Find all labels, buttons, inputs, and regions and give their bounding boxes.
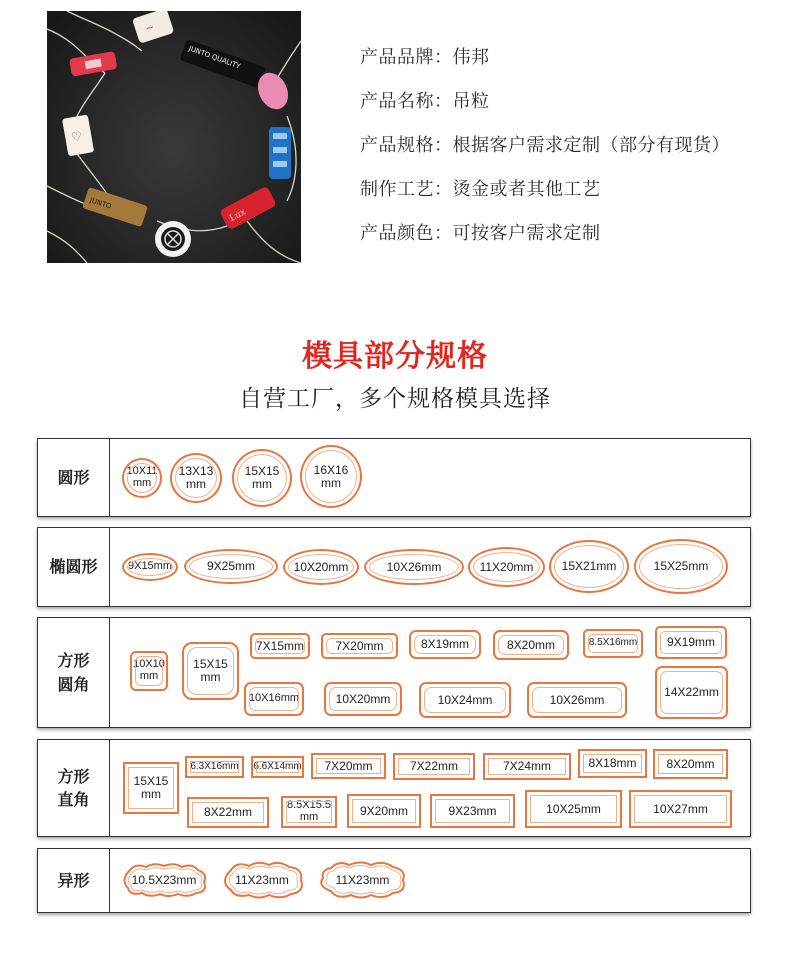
spec-value: 吊粒 xyxy=(452,91,490,112)
mold-row-irregular xyxy=(37,848,751,913)
photo-tag-text-a: JUNTO QUALITY xyxy=(187,44,242,71)
mold-shape: 15X21mm xyxy=(549,540,629,593)
category-label: 椭圆形 xyxy=(38,528,110,606)
mold-shape: 10X26mm xyxy=(364,549,464,585)
mold-shape: 7X22mm xyxy=(393,753,475,780)
spec-label: 产品规格 ： xyxy=(360,135,453,156)
mold-shape: 16X16 mm xyxy=(300,445,362,508)
mold-shape: 10X10 mm xyxy=(130,651,168,691)
mold-shape-label: 11X23mm xyxy=(235,872,289,887)
spec-label: 制作工艺 ： xyxy=(360,179,453,200)
spec-label: 产品品牌 ： xyxy=(360,47,453,68)
mold-shape: 10X16mm xyxy=(244,682,304,716)
mold-shape: 14X22mm xyxy=(655,666,728,719)
mold-shape: 8.5X16mm xyxy=(583,629,643,658)
mold-shape: 15X15 mm xyxy=(232,449,292,507)
mold-shape: 9X15mm xyxy=(122,553,178,581)
mold-shape: 9X23mm xyxy=(430,794,515,828)
product-photo xyxy=(47,11,301,263)
mold-shape: 15X25mm xyxy=(634,539,728,594)
mold-shape: 6.3X16mm xyxy=(185,756,244,778)
mold-shape-label: 11X23mm xyxy=(335,872,390,887)
section-heading: 模具部分规格 xyxy=(302,339,488,374)
svg-text:~: ~ xyxy=(144,21,156,35)
mold-shape: 6.6X14mm xyxy=(251,756,304,778)
mold-shape: 9X19mm xyxy=(655,626,727,659)
mold-shape: 8X20mm xyxy=(653,749,728,779)
spec-label: 产品名称 ： xyxy=(360,91,453,112)
spec-name xyxy=(360,87,490,113)
spec-size xyxy=(360,131,730,157)
mold-shape xyxy=(120,862,208,898)
mold-shape: 9X20mm xyxy=(347,794,421,828)
svg-text:♡: ♡ xyxy=(70,128,84,145)
mold-shape: 10X25mm xyxy=(525,790,622,828)
mold-shape: 7X15mm xyxy=(250,633,310,659)
mold-row-ellipse xyxy=(37,527,751,607)
spec-value: 根据客户需求定制（部分有现货） xyxy=(452,135,730,156)
spec-brand xyxy=(360,43,490,69)
mold-shape: 9X25mm xyxy=(184,549,278,584)
spec-value: 可按客户需求定制 xyxy=(452,223,601,244)
spec-process xyxy=(360,175,601,201)
mold-shape: 10X20mm xyxy=(324,682,402,716)
mold-shape: 10X24mm xyxy=(419,682,511,718)
mold-shape: 10X11 mm xyxy=(122,458,162,498)
mold-shape: 7X24mm xyxy=(483,753,571,780)
category-label: 异形 xyxy=(38,849,110,912)
mold-shape xyxy=(219,860,305,900)
mold-row-square xyxy=(37,739,751,837)
mold-row-rounded-square xyxy=(37,617,751,728)
spec-value: 烫金或者其他工艺 xyxy=(452,179,601,200)
svg-text:JUNTO: JUNTO xyxy=(88,196,113,211)
mold-shape xyxy=(317,860,408,900)
mold-row-round xyxy=(37,438,751,517)
category-label: 方形 圆角 xyxy=(38,618,110,727)
mold-shape: 10X26mm xyxy=(527,682,627,718)
svg-text:Lux: Lux xyxy=(228,207,248,225)
mold-shape: 7X20mm xyxy=(311,753,386,779)
mold-shape: 15X15 mm xyxy=(123,762,179,814)
mold-shape: 8X22mm xyxy=(187,797,269,828)
category-label: 圆形 xyxy=(38,439,110,516)
mold-shape: 8X19mm xyxy=(409,630,481,659)
mold-shape: 10X27mm xyxy=(629,790,732,828)
mold-shape: 8X20mm xyxy=(493,630,569,660)
mold-shape: 8.5X15.5 mm xyxy=(281,796,337,828)
mold-shape: 7X20mm xyxy=(321,633,398,659)
mold-shape: 13X13 mm xyxy=(170,453,222,503)
spec-value: 伟邦 xyxy=(452,47,490,68)
spec-label: 产品颜色 ： xyxy=(360,223,453,244)
mold-shape: 15X15 mm xyxy=(182,642,239,700)
mold-shape-label: 10.5X23mm xyxy=(131,872,197,887)
section-subheading: 自营工厂，多个规格模具选择 xyxy=(239,386,551,412)
category-label: 方形 直角 xyxy=(38,740,110,836)
mold-shape: 8X18mm xyxy=(578,749,647,778)
mold-shape: 10X20mm xyxy=(283,549,359,585)
mold-shape: 11X20mm xyxy=(468,547,545,587)
spec-color xyxy=(360,219,601,245)
